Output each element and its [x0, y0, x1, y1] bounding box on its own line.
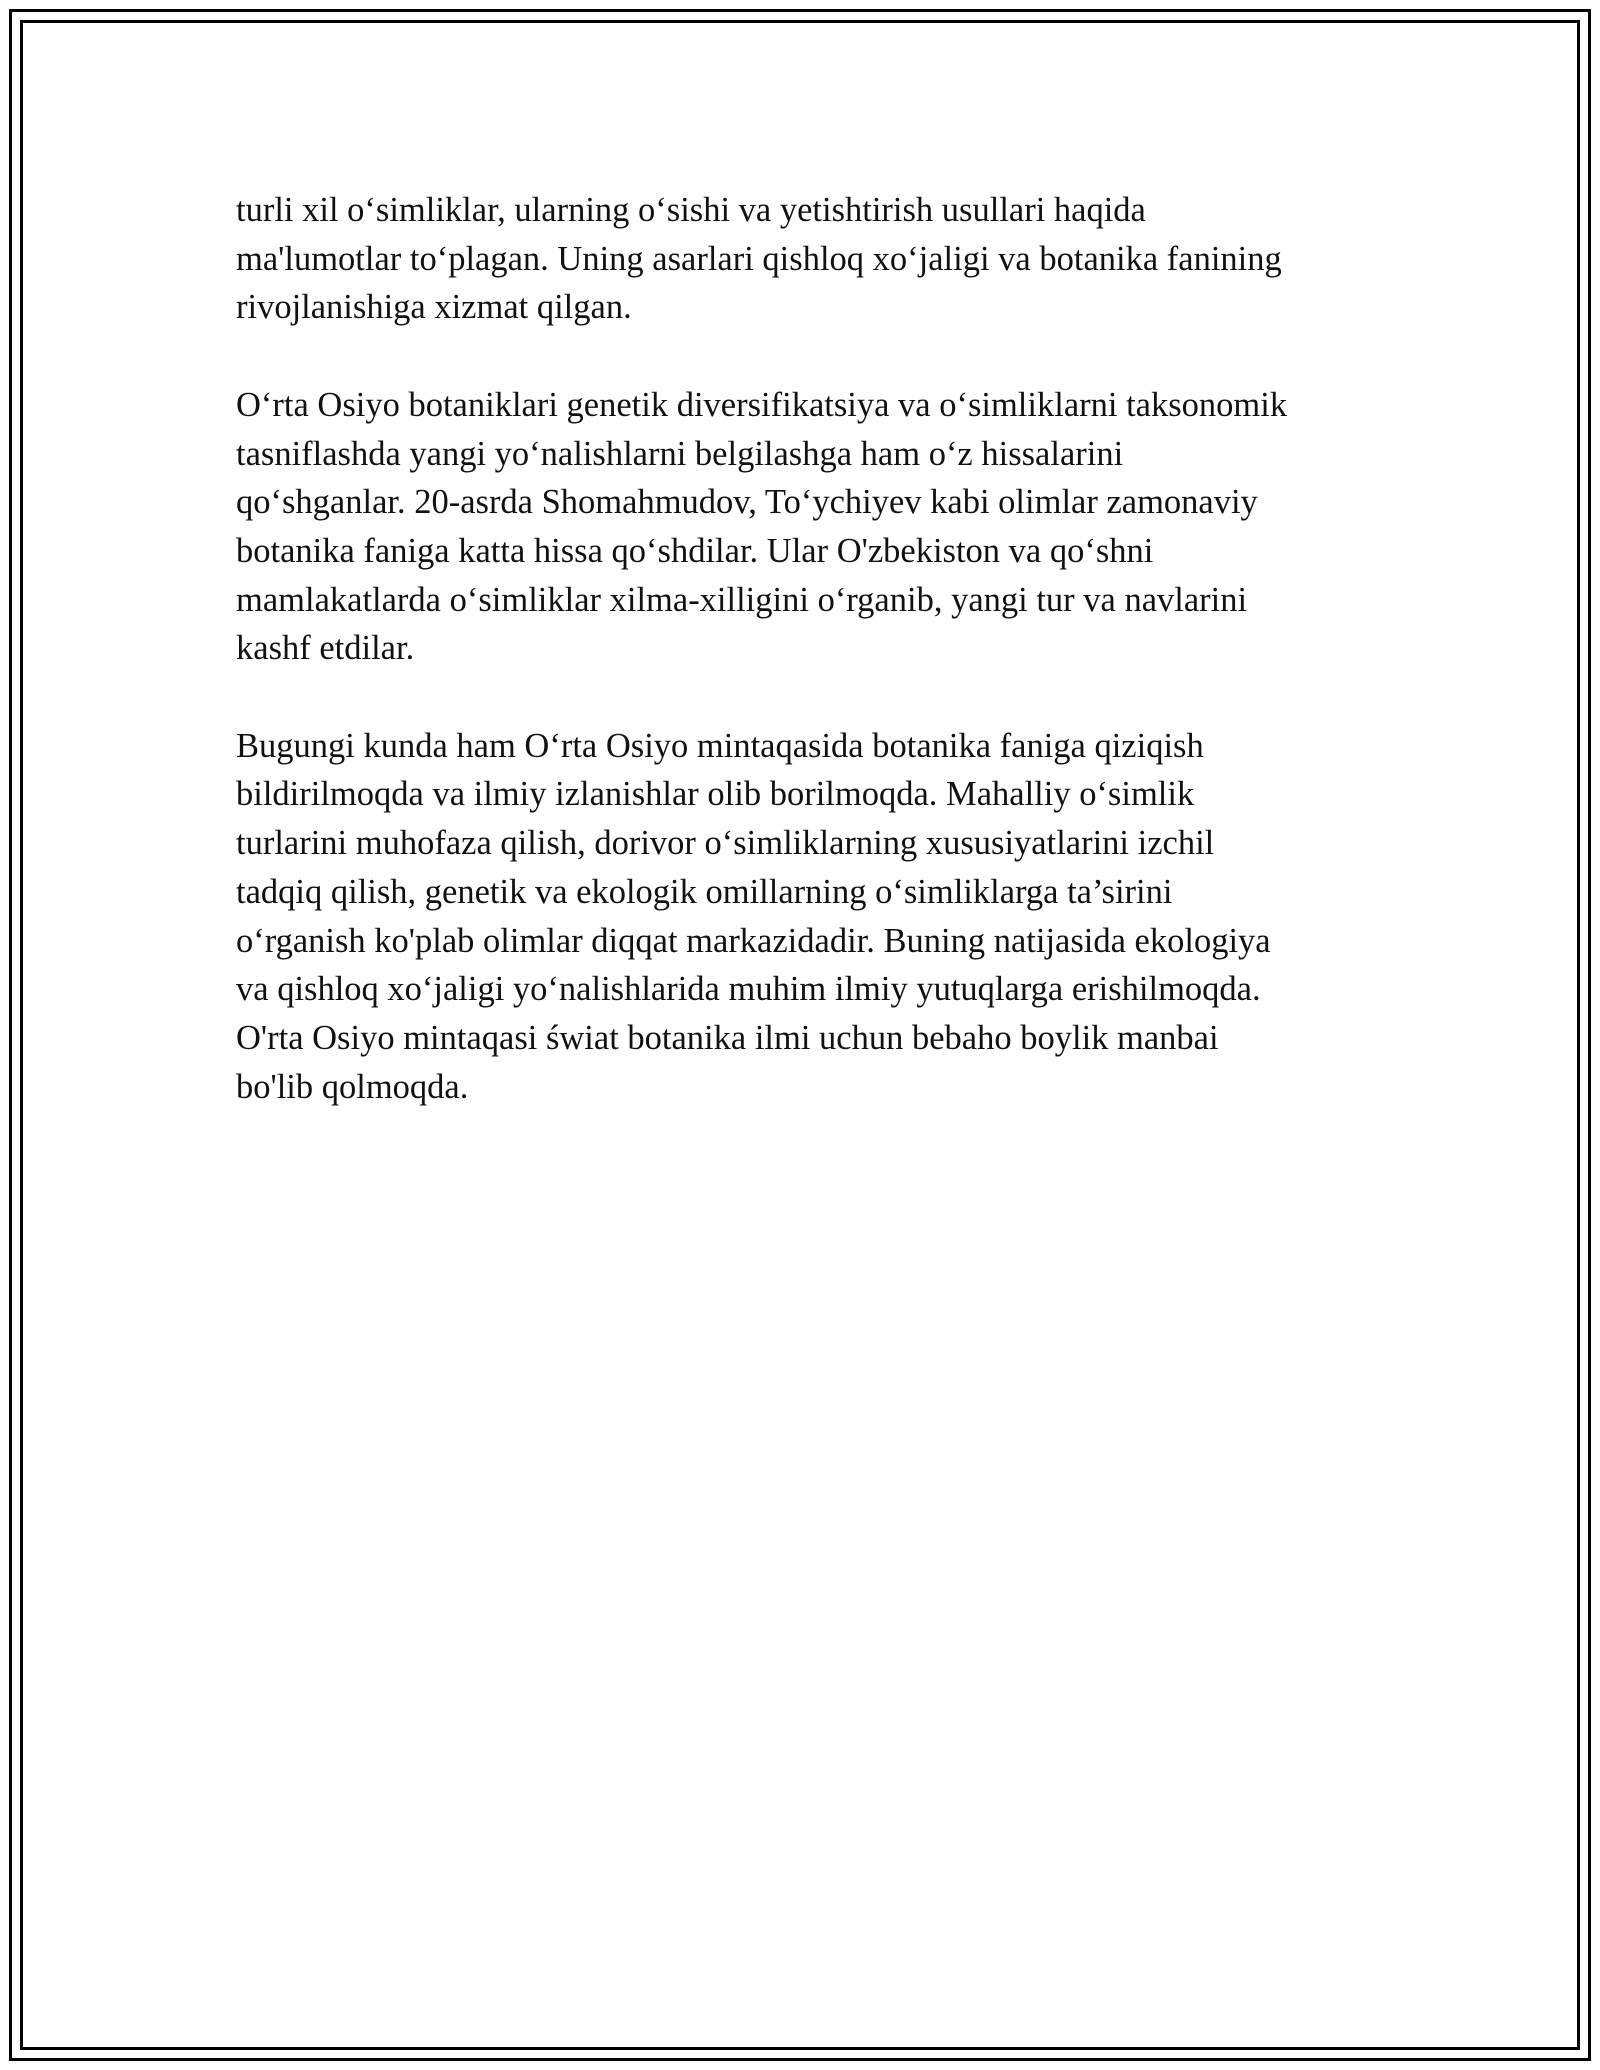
text-line: mamlakatlarda o‘simliklar xilma-xilligini o‘rganib, yangi tur va navlarini	[236, 580, 1248, 619]
paragraph-2	[236, 381, 1366, 673]
text-line: o‘rganish ko'plab olimlar diqqat markazidadir. Buning natijasida ekologiya	[236, 921, 1271, 960]
text-line: ma'lumotlar to‘plagan. Uning asarlari qishloq xo‘jaligi va botanika fanining	[236, 239, 1282, 278]
text-line: Bugungi kunda ham O‘rta Osiyo mintaqasida botanika faniga qiziqish	[236, 726, 1204, 765]
text-line: qo‘shganlar. 20-asrda Shomahmudov, To‘ychiyev kabi olimlar zamonaviy	[236, 483, 1258, 522]
text-line: botanika faniga katta hissa qo‘shdilar. Ular O'zbekiston va qo‘shni	[236, 531, 1154, 570]
text-line: tasniflashda yangi yo‘nalishlarni belgilashga ham o‘z hissalarini	[236, 434, 1124, 473]
document-body	[236, 186, 1366, 1160]
text-line: kashf etdilar.	[236, 629, 415, 668]
text-line: O‘rta Osiyo botaniklari genetik diversifikatsiya va o‘simliklarni taksonomik	[236, 385, 1288, 424]
text-line: rivojlanishiga xizmat qilgan.	[236, 288, 632, 327]
paragraph-3	[236, 722, 1366, 1112]
paragraph-1	[236, 186, 1366, 332]
text-line: bo'lib qolmoqda.	[236, 1067, 469, 1106]
text-line: bildirilmoqda va ilmiy izlanishlar olib borilmoqda. Mahalliy o‘simlik	[236, 775, 1195, 814]
text-line: va qishloq xo‘jaligi yo‘nalishlarida muhim ilmiy yutuqlarga erishilmoqda.	[236, 970, 1261, 1009]
text-line: turli xil o‘simliklar, ularning o‘sishi va yetishtirish usullari haqida	[236, 191, 1146, 229]
text-line: turlarini muhofaza qilish, dorivor o‘simliklarning xususiyatlarini izchil	[236, 824, 1215, 863]
text-line: O'rta Osiyo mintaqasi świat botanika ilmi uchun bebaho boylik manbai	[236, 1018, 1219, 1057]
text-line: tadqiq qilish, genetik va ekologik omillarning o‘simliklarga ta’sirini	[236, 872, 1173, 911]
